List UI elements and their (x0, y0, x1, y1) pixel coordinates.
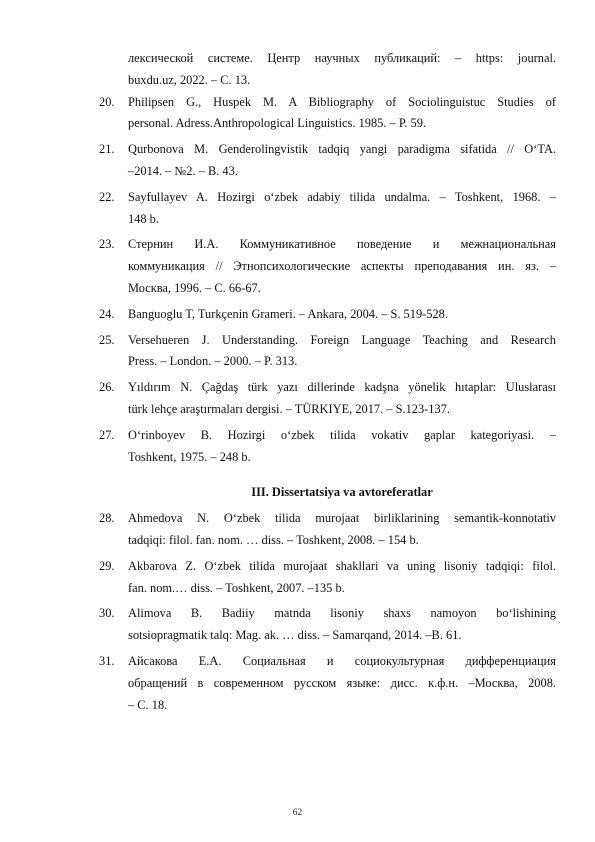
references-group-b (99, 508, 556, 716)
reference-number: 20. (99, 94, 115, 109)
reference-line: Sayfullayev A. Hozirgi o‘zbek adabiy tilida undalma. – Toshkent, 1968. – (128, 189, 556, 204)
reference-number: 31. (99, 653, 115, 668)
continuation-line: лексической системе. Центр научных публикаций: – https: journal. (128, 51, 556, 65)
reference-line: O‘rinboyev B. Hozirgi o‘zbek tilida vokativ gaplar kategoriyasi. – (128, 427, 556, 442)
reference-line: sotsiopragmatik talq: Mag. ak. … diss. – Samarqand, 2014. –B. 61. (128, 628, 462, 643)
reference-number: 26. (99, 380, 115, 395)
reference-line: – С. 18. (128, 697, 168, 712)
reference-item (99, 139, 556, 183)
section-heading: III. Dissertatsiya va avtoreferatlar (251, 485, 433, 500)
reference-item (99, 651, 556, 716)
reference-line: tadqiqi: filol. fan. nom. … diss. – Toshkent, 2008. – 154 b. (128, 532, 419, 547)
reference-number: 30. (99, 606, 115, 621)
reference-line: 148 b. (128, 211, 159, 226)
reference-line: Alimova B. Badiiy matnda lisoniy shaxs namoyon bo‘lishining (128, 606, 556, 621)
reference-line: Akbarova Z. O‘zbek tilida murojaat shakllari va uning lisoniy tadqiqi: filol. (128, 558, 556, 573)
reference-number: 25. (99, 332, 115, 347)
reference-item (99, 187, 556, 231)
reference-line: –2014. – №2. – B. 43. (128, 163, 238, 178)
reference-item (99, 425, 556, 469)
reference-line: Айсакова Е.А. Социальная и социокультурная дифференциация (128, 653, 556, 668)
reference-item (99, 234, 556, 299)
reference-number: 22. (99, 189, 115, 204)
reference-item (99, 304, 556, 326)
reference-line: Yıldırım N. Çağdaş türk yazı dillerinde kadşna yönelik hıtaplar: Uluslarası (128, 380, 556, 395)
reference-number: 29. (99, 558, 115, 573)
references-group-a (99, 92, 556, 469)
reference-list (99, 48, 556, 716)
reference-item (99, 330, 556, 374)
reference-number: 28. (99, 511, 115, 526)
reference-line: Banguoglu T, Turkçenin Grameri. – Ankara, 2004. – S. 519-528. (128, 306, 448, 321)
reference-number: 23. (99, 237, 115, 252)
reference-line: Qurbonova M. Genderolingvistik tadqiq yangi paradigma sifatida // O‘TA. (128, 142, 556, 157)
reference-line: Press. – London. – 2000. – P. 313. (128, 354, 298, 369)
reference-item (99, 556, 556, 600)
reference-line: Toshkent, 1975. – 248 b. (128, 449, 251, 464)
page-number: 62 (292, 808, 303, 818)
reference-line: Versehueren J. Understanding. Foreign Language Teaching and Research (128, 332, 556, 347)
reference-number: 21. (99, 142, 115, 157)
reference-line: fan. nom.… diss. – Toshkent, 2007. –135 b. (128, 580, 345, 595)
reference-item (99, 92, 556, 136)
reference-line: Стернин И.А. Коммуникативное поведение и межнациональная (128, 237, 556, 252)
reference-line: коммуникация // Этнопсихологические аспекты преподавания ин. яз. – (128, 259, 556, 274)
continuation-line: buxdu.uz, 2022. – C. 13. (128, 72, 251, 87)
reference-item (99, 377, 556, 421)
reference-number: 24. (99, 306, 115, 321)
reference-item (99, 603, 556, 647)
reference-line: Ahmedova N. O‘zbek tilida murojaat birliklarining semantik-konnotativ (128, 511, 556, 526)
reference-line: Philipsen G., Huspek M. A Bibliography of Sociolinguistuc Studies of (128, 94, 556, 109)
reference-number: 27. (99, 427, 115, 442)
reference-item (99, 508, 556, 552)
reference-line: обращений в современном русском языке: дисс. к.ф.н. –Москва, 2008. (128, 675, 556, 690)
reference-line: türk lehçe araştırmaları dergisi. – TÜRKIYE, 2017. – S.123-137. (128, 401, 450, 416)
continuation-text (99, 48, 556, 92)
reference-line: personal. Adress.Anthropological Linguistics. 1985. – P. 59. (128, 116, 427, 131)
reference-line: Москва, 1996. – С. 66-67. (128, 280, 261, 295)
